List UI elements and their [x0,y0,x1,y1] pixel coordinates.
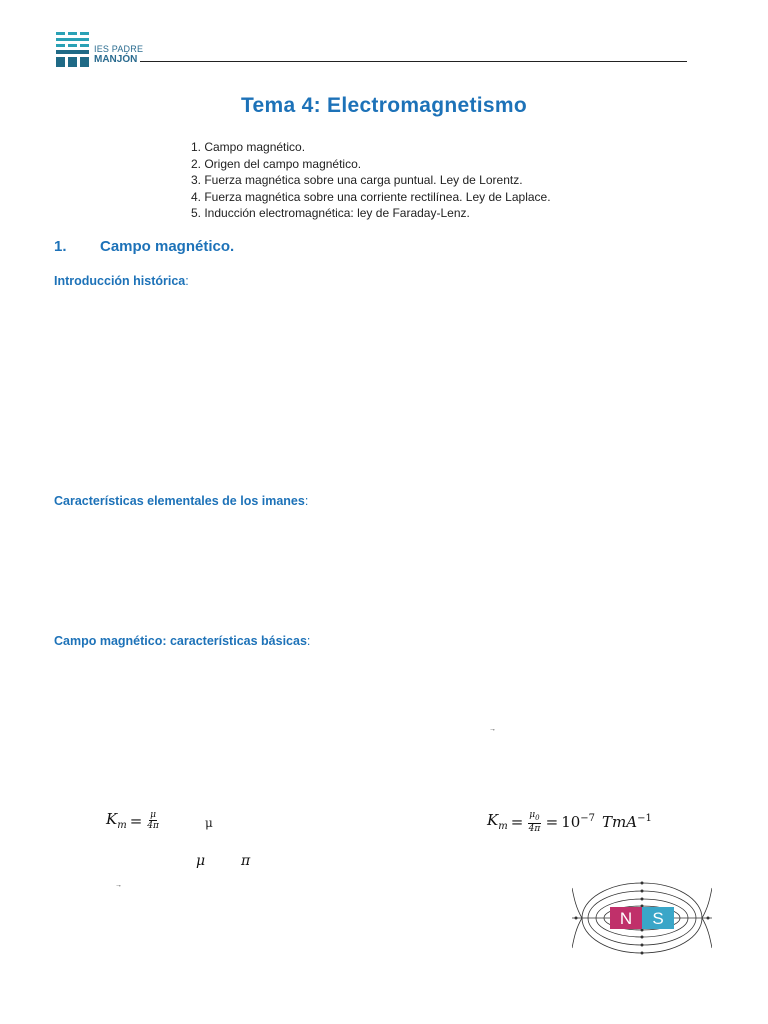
ten-exponent: −7 [580,812,596,824]
units-exponent: −1 [637,812,652,824]
pi-symbol: π [241,853,251,869]
vector-arrow-mark: → [115,882,122,889]
section-title: Campo magnético. [100,238,235,255]
mu0-symbol: μ [529,810,536,820]
subheading-colon: : [185,274,189,288]
fraction-numerator: μ [150,810,157,820]
equals-sign: = [545,812,559,831]
section-number: 1. [54,238,67,255]
logo-text-line2: MANJÓN [94,54,138,65]
fraction-numerator [528,810,540,824]
subheading-imanes [54,494,308,508]
km-subscript: m [117,820,127,831]
magnet-field-lines [572,878,712,964]
north-label: N [619,909,633,928]
km-symbol: K [106,810,118,828]
fraction [147,810,159,831]
subheading-intro [54,274,189,288]
table-of-contents [191,139,551,222]
equals-sign: = [129,811,143,830]
subheading-campo-text: Campo magnético: características básicas [54,634,307,648]
equation-km-vacuum [487,810,652,834]
equals-sign: = [510,812,524,831]
equation-km-general [106,810,161,831]
fraction-denominator: 4π [147,821,159,831]
km-subscript: m [498,821,508,833]
bar-magnet-diagram [572,878,712,964]
south-label: S [652,909,664,928]
mu0-subscript: 0 [535,813,540,822]
logo-mark-icon [56,32,92,68]
toc-item: 3. Fuerza magnética sobre una carga puntual. Ley de Lorentz. [191,173,523,187]
toc-item: 4. Fuerza magnética sobre una corriente rectilínea. Ley de Laplace. [191,189,551,204]
subheading-imanes-text: Características elementales de los imanes [54,494,305,508]
subheading-colon: : [306,634,311,648]
school-logo [56,32,146,68]
logo-text-line1: IES PADRE [94,44,144,54]
units: TmA [602,812,638,831]
toc-item: 5. Inducción electromagnética: ley de Faraday-Lenz. [191,206,470,220]
toc-item: 1. Campo magnético. [191,140,306,154]
mu-symbol: μ [196,853,206,869]
page-title: Tema 4: Electromagnetismo [240,94,528,117]
toc-item: 2. Origen del campo magnético. [191,156,362,171]
ten-base: 10 [561,812,581,831]
subheading-colon: : [304,494,309,508]
subheading-campo [54,634,310,648]
fraction-denominator: 4π [528,823,541,834]
subheading-intro-text: Introducción histórica [54,274,186,288]
header-rule [140,61,687,62]
vector-arrow-mark: → [489,726,496,733]
mu-symbol: μ [205,816,213,830]
fraction [528,810,540,834]
km-symbol: K [487,811,499,830]
